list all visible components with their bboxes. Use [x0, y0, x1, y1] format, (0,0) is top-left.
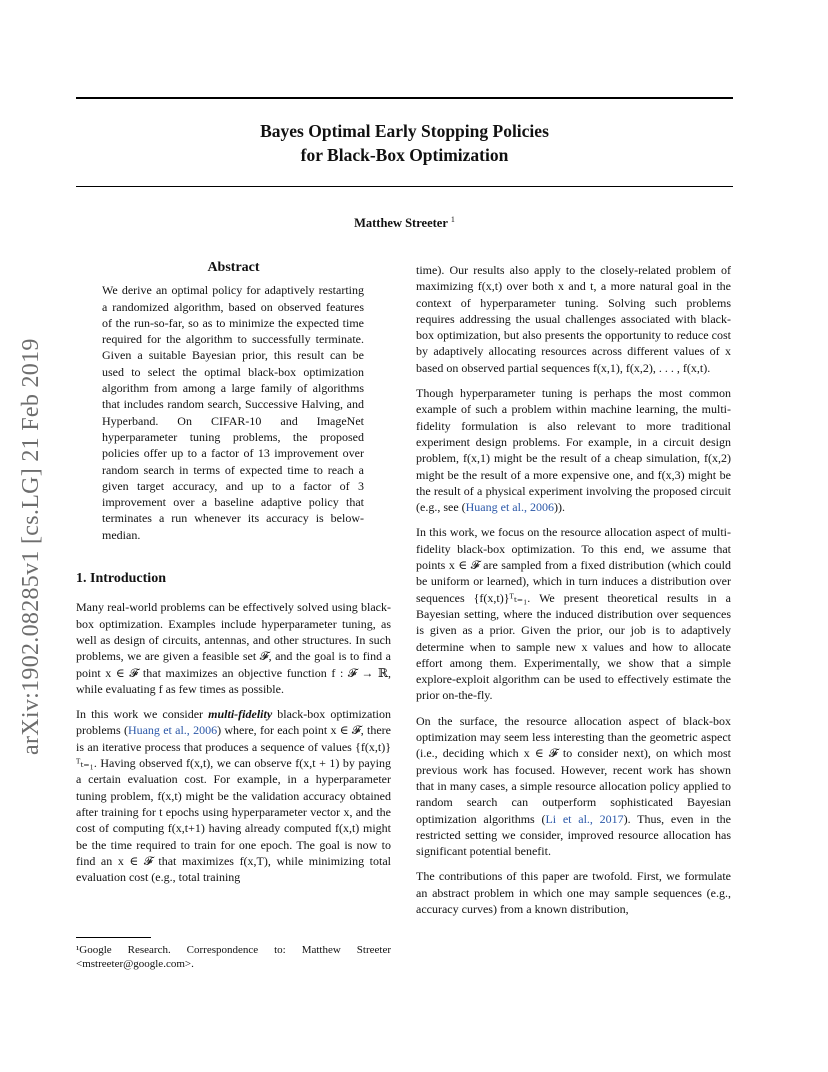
right-column [416, 262, 731, 926]
right-paragraph-2 [416, 385, 731, 515]
right-p2-text-a: Though hyperparameter tuning is perhaps the most common example of such a problem within machine learning, the multi-fidelity formulation is also relevant to more traditional experiment design problems. For example, in a circuit design problem, f(x,1) might be the result of a cheap simulation, f(x,2) might be the result of a more expensive one, and f(x,3) might be the result of a physical experiment involving the proposed circuit (e.g., see ( [416, 386, 731, 515]
arxiv-stamp: arXiv:1902.08285v1 [cs.LG] 21 Feb 2019 [18, 338, 44, 755]
citation-link-huang-2006[interactable]: Huang et al., 2006 [127, 723, 218, 738]
intro-p2-text-c: ) where, for each point x ∈ 𝓕, there is an iterative process that produces a sequence of values {f(x,t)}ᵀₜ₌₁. Having observed f(x,t), we can observe f(x,t + 1) by paying a certain evaluation cost. For example, in a hyperparameter tuning problem, f(x,t) might be the validation accuracy obtained after training for t epochs using hyperparameter vector x, and the cost of computing f(x,t+1) having already computed f(x,t) might be the time required to train for one epoch. The goal is now to find an x ∈ 𝓕 that maximizes f(x,T), while minimizing total evaluation cost (e.g., total training [76, 723, 392, 885]
left-column [76, 260, 391, 894]
intro-p2-text-a: In this work we consider [76, 707, 209, 722]
author-name: Matthew Streeter [354, 216, 448, 231]
author-line [76, 215, 733, 231]
title-line-2: for Black-Box Optimization [300, 145, 509, 165]
abstract-heading: Abstract [207, 260, 260, 275]
section-heading-introduction: 1. Introduction [76, 571, 166, 587]
right-paragraph-5: The contributions of this paper are twofold. First, we formulate an abstract problem in which one may sample sequences (e.g., accuracy curves) from a known distribution, [416, 869, 731, 916]
right-p4-text-b: ). Thus, even in the restricted setting we consider, improved resource allocation has significant potential benefit. [416, 811, 731, 859]
title-rule-top [76, 97, 733, 99]
paper-title [76, 119, 733, 167]
title-rule-bottom [76, 186, 733, 187]
citation-link-huang-2006-b[interactable]: Huang et al., 2006 [465, 500, 554, 515]
right-paragraph-3: In this work, we focus on the resource allocation aspect of multi-fidelity black-box optimization. To this end, we assume that points x ∈ 𝓕 are sampled from a fixed distribution (which could be uniform or learned), which in turn induces a distribution over sequences {f(x,t)}ᵀₜ₌₁. We present theoretical results in a Bayesian setting, where the induced distribution over sequences is given as a prior. Given the prior, our job is to adaptively determine when to sample new x values and how to allocate effort among them. Experimentally, we show that a simple explore-exploit algorithm can be used to effectively estimate the prior on-the-fly. [416, 525, 731, 703]
right-paragraph-4 [416, 713, 731, 860]
right-paragraph-1: time). Our results also apply to the closely-related problem of maximizing f(x,t) over both x and t, a more natural goal in the context of hyperparameter tuning. Solving such problems requires addressing the usual challenges associated with black-box optimization, but also presents the opportunity to reduce cost by adaptively allocating resources across different values of x based on observed partial sequences f(x,1), f(x,2), . . . , f(x,t). [416, 263, 731, 375]
intro-paragraph-2 [76, 706, 391, 885]
right-p4-text-a: On the surface, the resource allocation aspect of black-box optimization may seem less interesting than the geometric aspect (i.e., deciding which x ∈ 𝓕 to consider next), on which most previous work has focused. However, recent work has shown that in many cases, a simple resource allocation policy applied to random search can outperform sophisticated Bayesian optimization algorithms ( [416, 713, 731, 826]
title-line-1: Bayes Optimal Early Stopping Policies [260, 121, 549, 141]
abstract-body: We derive an optimal policy for adaptively restarting a randomized algorithm, based on observed features of the run-so-far, so as to minimize the expected time required for the algorithm to successfully terminate. Given a suitable Bayesian prior, this result can be used to select the optimal black-box optimization algorithm from among a large family of algorithms that includes random search, Successive Halving, and Hyperband. On CIFAR-10 and ImageNet hyperparameter tuning problems, the proposed policies offer up to a factor of 13 improvement over random search in terms of expected time to reach a given target accuracy, and up to a factor of 3 improvement over a baseline adaptive policy that terminates a run whenever its accuracy is below-median. [102, 283, 364, 542]
footnote-rule [76, 937, 151, 938]
footnote: ¹Google Research. Correspondence to: Matthew Streeter <mstreeter@google.com>. [76, 944, 391, 970]
intro-paragraph-1: Many real-world problems can be effectively solved using black-box optimization. Examples include hyperparameter tuning, as well as design of circuits, antennas, and other structures. In such problems, we are given a feasible set 𝓕, and the goal is to find a point x ∈ 𝓕 that maximizes an objective function f : 𝓕 → ℝ, while evaluating f as few times as possible. [76, 600, 391, 696]
intro-p2-emphasis: multi-fidelity [208, 707, 273, 722]
author-affiliation-mark: 1 [450, 215, 455, 224]
intro-p2-text-b: black-box optimization problems ( [76, 707, 392, 738]
right-p2-text-b: )). [553, 500, 565, 515]
citation-link-li-2017[interactable]: Li et al., 2017 [545, 811, 624, 826]
